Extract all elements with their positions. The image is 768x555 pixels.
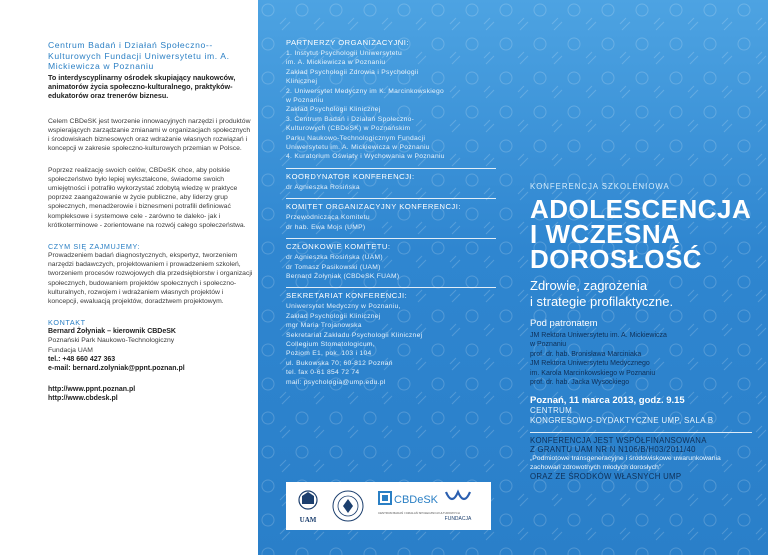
link-cbdesk[interactable]: http://www.cbdesk.pl [48,395,118,403]
funding-line: KONFERENCJA JEST WSPÓŁFINANSOWANA [530,436,707,446]
secretariat-line: Uniwersytet Medyczny w Poznaniu, [286,303,401,311]
patronage-heading: Pod patronatem [530,318,598,329]
cbdesk-subtitle: CENTRUM BADAŃ I DZIAŁAŃ SPOŁECZNO-KULTUROWYCH [378,511,460,515]
contact-phone: tel.: +48 660 427 363 [48,355,116,363]
cbdesk-logo [378,491,392,505]
divider [530,432,752,433]
secretariat-line: Collegium Stomatologicum, [286,340,375,348]
committee-line: dr hab. Ewa Mojs (UMP) [286,223,366,231]
partner-line: Uniwersytetu im. A. Mickiewicza w Poznaniu [286,144,430,152]
partner-line: 1. Instytut Psychologii Uniwersytetu [286,50,402,57]
org-description: To interdyscyplinarny ośrodek skupiający naukowców, animatorów życia społeczno-kulturalnego, praktyków-edukatorów oraz trenerów biznesu. [48,72,236,101]
partners-heading: PARTNERZY ORGANIZACYJNI: [286,38,409,47]
partner-line: w Poznaniu [286,97,324,105]
secretariat-line: tel. fax 0-61 854 72 74 [286,369,360,377]
partner-line: 3. Centrum Badań i Działań Społeczno- [286,115,415,123]
conference-type: KONFERENCJA SZKOLENIOWA [530,182,670,191]
committee-line: Przewodnicząca Komitetu [286,214,370,222]
conference-title [530,194,752,274]
logos [286,482,491,530]
vision-paragraph: Poprzez realizację swoich celów, CBDeSK chce, aby polskie społeczeństwo było lepiej wykształcone, świadome swoich umiejętności i potrafiło wykorzystać zdobytą wiedzę w praktyce poprzez zaangażowanie w życie publiczne, aby liderzy grup społecznych, menadżerowie i biznesmeni potrafili definiować kompleksowe i systemowe cele - zarówno te daleko- jak i krótkoterminowe - zorientowane na rozwój całego społeczeństwa. [48,166,246,229]
activities-heading: CZYM SIĘ ZAJMUJEMY: [48,241,141,251]
partner-line: im. A. Mickiewicza w Poznaniu [286,59,386,67]
venue-line: KONGRESOWO-DYDAKTYCZNE UMP, SALA B [530,416,714,426]
divider [286,238,496,239]
member-line: Bernard Żołyniak (CBDeSK FUAM) [286,272,400,280]
left-column [0,0,258,555]
patron-line: JM Rektora Uniwersytetu im. A. Mickiewicza [530,332,667,339]
committee-heading: KOMITET ORGANIZACYJNY KONFERENCJI: [286,202,461,212]
fundacja-label: FUNDACJA [444,516,472,522]
secretariat-heading: SEKRETARIAT KONFERENCJI: [286,291,408,301]
logos-strip [286,482,491,530]
title-line: I WCZESNA [530,219,681,249]
patron-line: JM Rektora Uniwersytetu Medycznego [530,360,650,368]
patron-line: im. Karola Marcinkowskiego w Poznaniu [530,369,656,377]
title-line: ADOLESCENCJA [530,194,752,224]
divider [286,198,496,199]
goal-paragraph: Celem CBDeSK jest tworzenie innowacyjnych narzędzi i produktów wspierających zarządzanie zmianami w organizacjach społecznych i środowiskach biznesowych oraz wdrażanie własnych rozwiązań i koncepcji w zakresie społeczno-kulturowych przemian w Polsce. [48,117,251,153]
subtitle-line: Zdrowie, zagrożenia [530,278,648,293]
partner-line: 4. Kuratorium Oświaty i Wychowania w Poznaniu [286,153,445,161]
coordinator-heading: KOORDYNATOR KONFERENCJI: [286,171,415,181]
grant-title: „Podmiotowe transgeneracyjne i środowiskowe uwarunkowania zachowań zdrowotnych młodych dorosłych” [530,455,721,472]
divider [286,168,496,169]
contact-org-2: Fundacja UAM [48,346,93,354]
uam-emblem-logo [299,491,317,509]
member-line: dr Tomasz Pasikowski (UAM) [286,263,381,271]
own-funds-line: ORAZ ZE ŚRODKÓW WŁASNYCH UMP [530,472,682,482]
left-content [48,40,253,404]
secretariat-email[interactable]: mail: psychologia@ump.edu.pl [286,378,386,386]
partner-line: Klinicznej [286,78,318,86]
subtitle-line: i strategie profilaktyczne. [530,294,674,309]
conference-subtitle [530,278,752,310]
contact-heading: KONTAKT [48,318,86,328]
partners-list [286,49,496,162]
patrons-block [530,331,752,387]
ump-seal-logo [333,491,363,521]
funding-line: Z GRANTU UAM NR N N106/B/H03/2011/40 [530,445,696,455]
secretariat-line: mgr Maria Trojanowska [286,322,362,330]
conference-date: Poznań, 11 marca 2013, godz. 9.15 [530,395,685,407]
patron-line: prof. dr. hab. Jacka Wysockiego [530,379,630,387]
coordinator-name: dr Agnieszka Rosińska [286,183,360,191]
link-ppnt[interactable]: http://www.ppnt.poznan.pl [48,386,136,394]
contact-email[interactable]: e-mail: bernard.zolyniak@ppnt.poznan.pl [48,364,185,372]
uam-label: UAM [299,516,317,524]
partner-line: Zakład Psychologii Zdrowia i Psychologii [286,68,419,76]
contact-org-1: Poznański Park Naukowo-Technologiczny [48,337,175,345]
partner-line: Zakład Psychologii Klinicznej [286,106,381,114]
members-heading: CZŁONKOWIE KOMITETU: [286,242,391,252]
organizers-column [286,38,496,387]
title-line: DOROSŁOŚĆ [530,244,703,274]
org-name: Centrum Badań i Działań Społeczno--Kulturowych Fundacji Uniwersytetu im. A. Mickiewicza w Poznaniu [48,40,230,71]
partner-line: Parku Naukowo-Technologicznym Fundacji [286,134,426,142]
cbdesk-name: CBDeSK [394,494,439,506]
secretariat-line: Sekretariat Zakładu Psychologii Klinicznej [286,331,423,339]
venue-line: CENTRUM [530,406,573,416]
divider [286,287,496,288]
contact-name: Bernard Żołyniak – kierownik CBDeSK [48,328,176,336]
member-line: dr Agnieszka Rosińska (UAM) [286,254,383,262]
cover-content [530,182,752,481]
patron-line: w Poznaniu [530,341,567,349]
secretariat-line: Poziom E1, pok. 103 i 104 [286,350,372,358]
patron-line: prof. dr. hab. Bronisława Marciniaka [530,350,642,358]
activities-text: Prowadzeniem badań diagnostycznych, ekspertyz, tworzeniem narzędzi badawczych, projektowaniem i prowadzeniem szkoleń, tworzeniem procesów rozwojowych dla przedsiębiorstw i organizacji społecznych, budowaniem projektów społecznych i społeczno-kulturalnych, rozwojem i wdrażaniem własnych projektów i koncepcji, ewaluacją projektów, doradztwem projektowym. [48,251,253,305]
partner-line: 2. Uniwersytet Medyczny im K. Marcinkowskiego [286,87,445,95]
secretariat-line: Zakład Psychologii Klinicznej [286,312,381,320]
partner-line: Kulturowych (CBDeSK) w Poznańskim [286,125,411,133]
secretariat-line: ul. Bukowska 70; 60-812 Poznań [286,359,393,367]
fundacja-uam-logo [446,492,470,499]
